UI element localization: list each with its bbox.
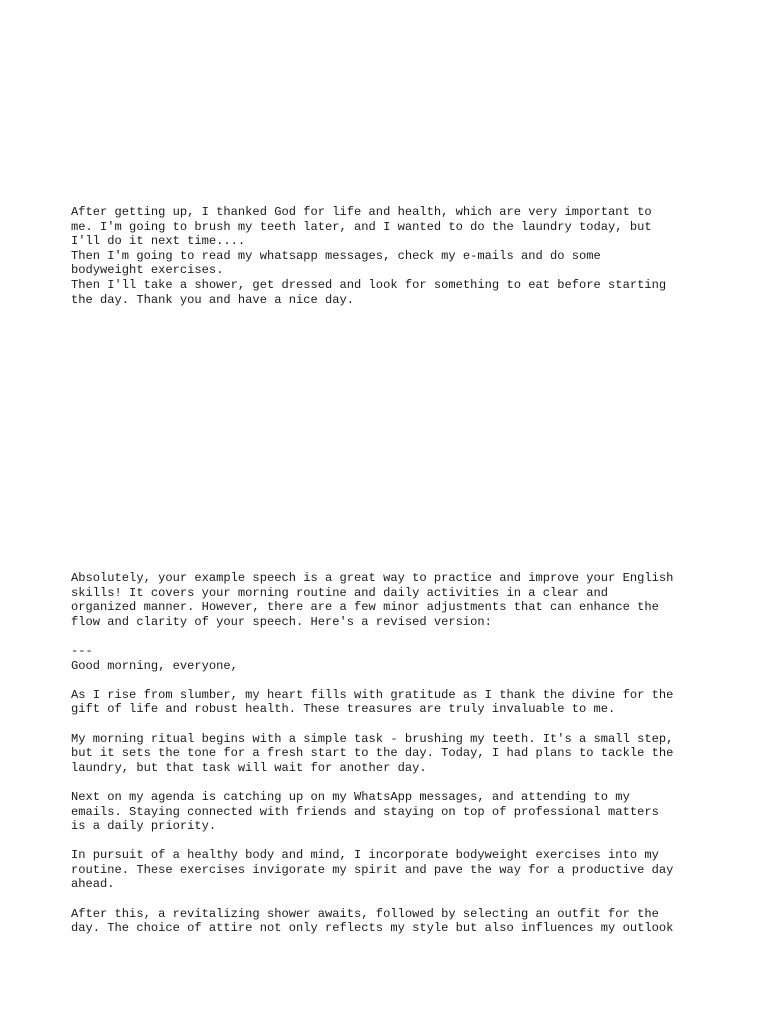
- assistant-reply-line: ---: [71, 643, 93, 658]
- assistant-reply-line: organized manner. However, there are a few minor adjustments that can enhance the: [71, 600, 659, 615]
- assistant-reply-line: [71, 673, 711, 688]
- assistant-reply-line: flow and clarity of your speech. Here's a revised version:: [71, 614, 492, 629]
- user-message-line: Then I'm going to read my whatsapp messages, check my e-mails and do some: [71, 248, 601, 263]
- assistant-reply-line: After this, a revitalizing shower awaits, followed by selecting an outfit for the: [71, 906, 659, 921]
- assistant-reply-line: but it sets the tone for a fresh start to the day. Today, I had plans to tackle the: [71, 746, 674, 761]
- assistant-reply-line: gift of life and robust health. These treasures are truly invaluable to me.: [71, 702, 616, 717]
- assistant-reply-line: Next on my agenda is catching up on my WhatsApp messages, and attending to my: [71, 789, 630, 804]
- user-message-line: me. I'm going to brush my teeth later, and I wanted to do the laundry today, but: [71, 219, 652, 234]
- assistant-reply-line: As I rise from slumber, my heart fills with gratitude as I thank the divine for the: [71, 687, 674, 702]
- assistant-reply-line: day. The choice of attire not only reflects my style but also influences my outlook: [71, 921, 674, 936]
- assistant-reply-line: routine. These exercises invigorate my spirit and pave the way for a productive day: [71, 862, 674, 877]
- assistant-reply-line: laundry, but that task will wait for another day.: [71, 760, 427, 775]
- assistant-reply-line: Good morning, everyone,: [71, 658, 238, 673]
- assistant-reply-line: Absolutely, your example speech is a great way to practice and improve your English: [71, 571, 674, 585]
- user-message-line: After getting up, I thanked God for life and health, which are very important to: [71, 205, 652, 219]
- assistant-reply: [71, 571, 711, 936]
- assistant-reply-line: My morning ritual begins with a simple task - brushing my teeth. It's a small step,: [71, 731, 674, 746]
- user-message-line: the day. Thank you and have a nice day.: [71, 292, 355, 307]
- assistant-reply-line: [71, 892, 711, 907]
- assistant-reply-line: [71, 717, 711, 732]
- assistant-reply-line: emails. Staying connected with friends and staying on top of professional matters: [71, 804, 659, 819]
- user-message-line: bodyweight exercises.: [71, 263, 224, 278]
- assistant-reply-line: [71, 775, 711, 790]
- assistant-reply-line: [71, 629, 711, 644]
- user-message: [71, 205, 711, 307]
- assistant-reply-line: ahead.: [71, 877, 115, 892]
- user-message-line: I'll do it next time....: [71, 234, 246, 249]
- assistant-reply-line: In pursuit of a healthy body and mind, I incorporate bodyweight exercises into my: [71, 848, 659, 863]
- assistant-reply-line: skills! It covers your morning routine and daily activities in a clear and: [71, 585, 609, 600]
- assistant-reply-line: [71, 834, 711, 849]
- assistant-reply-line: is a daily priority.: [71, 819, 217, 834]
- user-message-line: Then I'll take a shower, get dressed and look for something to eat before starting: [71, 277, 667, 292]
